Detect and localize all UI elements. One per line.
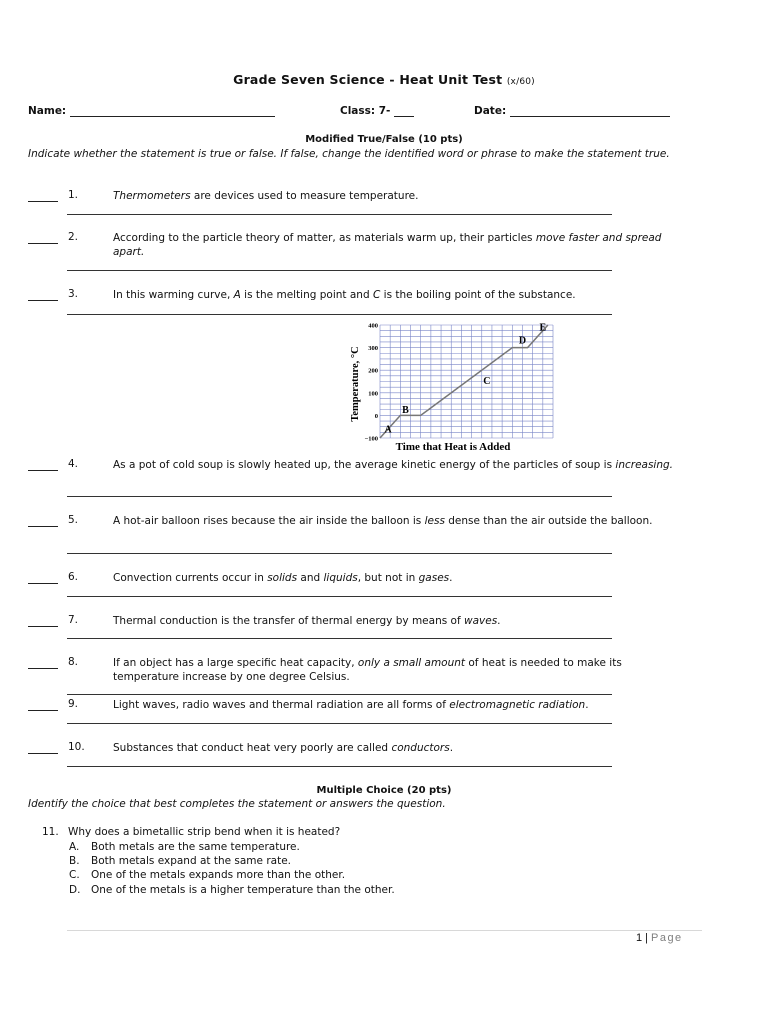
point-label-e: E xyxy=(539,322,547,334)
option-text[interactable]: Both metals are the same temperature. xyxy=(91,841,300,853)
answer-line[interactable] xyxy=(67,638,612,639)
section1-instructions: Indicate whether the statement is true or false. If false, change the identified word or phrase to make the statement true. xyxy=(28,148,670,160)
y-tick-label: 100 xyxy=(368,390,378,398)
question-number: 6. xyxy=(68,571,79,583)
option-text[interactable]: One of the metals is a higher temperature than the other. xyxy=(91,884,395,896)
name-label: Name: xyxy=(28,105,67,117)
answer-line[interactable] xyxy=(67,694,612,695)
date-blank[interactable] xyxy=(510,105,670,117)
point-label-d: D xyxy=(518,335,527,347)
page-separator: | xyxy=(645,932,648,944)
class-blank[interactable] xyxy=(394,105,414,117)
answer-blank[interactable] xyxy=(28,617,58,627)
page-number: 1 xyxy=(636,932,643,944)
option-letter[interactable]: A. xyxy=(69,841,80,853)
date-label: Date: xyxy=(474,105,507,117)
answer-blank[interactable] xyxy=(28,574,58,584)
answer-blank[interactable] xyxy=(28,461,58,471)
page-footer xyxy=(636,932,683,944)
y-tick-label: 300 xyxy=(368,345,378,353)
section2-title: Multiple Choice (20 pts) xyxy=(316,785,452,796)
answer-line[interactable] xyxy=(67,214,612,215)
answer-line[interactable] xyxy=(67,723,612,724)
option-text[interactable]: One of the metals expands more than the other. xyxy=(91,869,346,881)
answer-line[interactable] xyxy=(67,766,612,767)
answer-blank[interactable] xyxy=(28,701,58,711)
class-field[interactable] xyxy=(340,105,414,117)
y-tick-label: −100 xyxy=(364,435,378,443)
answer-blank[interactable] xyxy=(28,744,58,754)
question-text: In this warming curve, A is the melting point and C is the boiling point of the substance. xyxy=(113,289,576,301)
question-number: 2. xyxy=(68,231,79,243)
question-text: Substances that conduct heat very poorly are called conductors. xyxy=(113,742,454,754)
question-number: 10. xyxy=(68,741,85,753)
question-text: If an object has a large specific heat capacity, only a small amount of heat is needed to make its temperature increase by one degree Celsius. xyxy=(113,657,622,683)
page-label: Page xyxy=(650,932,683,944)
point-label-c: C xyxy=(483,375,491,387)
class-label: Class: 7- xyxy=(340,105,391,117)
y-axis-ticks xyxy=(365,323,378,443)
answer-line[interactable] xyxy=(67,553,612,554)
name-field[interactable] xyxy=(28,105,275,117)
section2-instructions: Identify the choice that best completes the statement or answers the question. xyxy=(28,798,446,810)
option-letter[interactable]: D. xyxy=(69,884,81,896)
answer-blank[interactable] xyxy=(28,234,58,244)
question-number: 11. xyxy=(42,826,59,838)
question-number: 7. xyxy=(68,614,79,626)
name-blank[interactable] xyxy=(70,105,275,117)
question-number: 4. xyxy=(68,458,79,470)
title-text: Grade Seven Science - Heat Unit Test xyxy=(233,72,503,87)
question-number: 3. xyxy=(68,288,79,300)
option-letter[interactable]: C. xyxy=(69,869,80,881)
point-label-b: B xyxy=(402,405,409,417)
answer-line[interactable] xyxy=(67,314,612,315)
question-number: 1. xyxy=(68,189,79,201)
option-text[interactable]: Both metals expand at the same rate. xyxy=(91,855,292,867)
question-text: A hot-air balloon rises because the air inside the balloon is less dense than the air outside the balloon. xyxy=(113,515,653,527)
date-field[interactable] xyxy=(474,105,670,117)
question-text: As a pot of cold soup is slowly heated up, the average kinetic energy of the particles of soup is increasing. xyxy=(113,459,674,471)
question-text: Why does a bimetallic strip bend when it is heated? xyxy=(68,826,341,838)
question-number: 9. xyxy=(68,698,79,710)
y-tick-label: 0 xyxy=(374,412,378,420)
answer-blank[interactable] xyxy=(28,659,58,669)
option-letter[interactable]: B. xyxy=(69,855,80,867)
question-text: Thermal conduction is the transfer of thermal energy by means of waves. xyxy=(113,615,501,627)
answer-blank[interactable] xyxy=(28,192,58,202)
question-number: 5. xyxy=(68,514,79,526)
score-text: (x/60) xyxy=(506,77,535,87)
y-axis-label: Temperature, °C xyxy=(350,346,361,422)
y-tick-label: 200 xyxy=(368,367,378,375)
question-number: 8. xyxy=(68,656,79,668)
y-tick-label: 400 xyxy=(368,322,378,330)
answer-line[interactable] xyxy=(67,496,612,497)
section1-title: Modified True/False (10 pts) xyxy=(305,134,463,145)
footer-divider xyxy=(67,930,702,931)
question-text: Light waves, radio waves and thermal radiation are all forms of electromagnetic radiation. xyxy=(113,699,589,711)
answer-blank[interactable] xyxy=(28,291,58,301)
x-axis-label: Time that Heat is Added xyxy=(395,441,511,453)
point-label-a: A xyxy=(384,424,392,436)
question-text: Thermometers are devices used to measure temperature. xyxy=(113,190,419,202)
warming-curve-chart xyxy=(338,316,560,456)
answer-line[interactable] xyxy=(67,270,612,271)
answer-blank[interactable] xyxy=(28,517,58,527)
page-title xyxy=(0,72,768,87)
answer-line[interactable] xyxy=(67,596,612,597)
question-text: Convection currents occur in solids and liquids, but not in gases. xyxy=(113,572,453,584)
question-text: According to the particle theory of matter, as materials warm up, their particles move faster and spread apart. xyxy=(113,232,662,258)
